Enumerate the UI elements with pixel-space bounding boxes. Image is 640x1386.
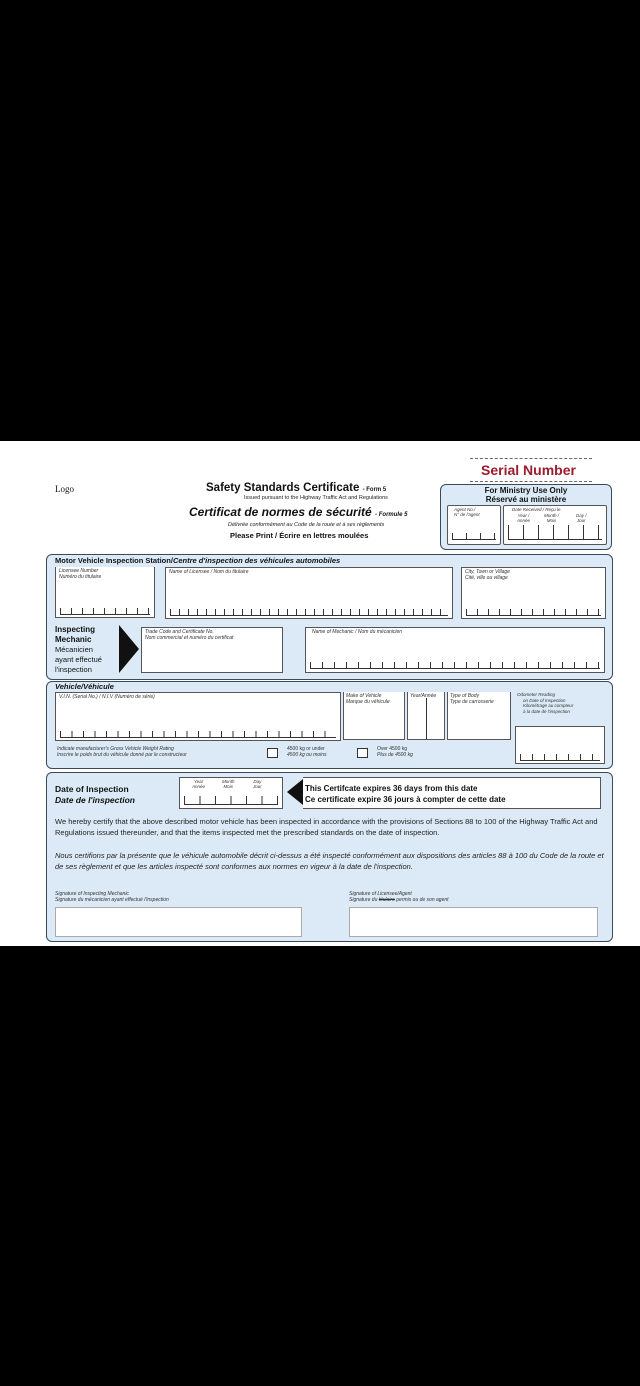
vehicle-title: Vehicle/Véhicule (55, 682, 114, 691)
agent-no-label-fr: N° de l'agent (454, 512, 480, 517)
odometer-label-1: Odometer Reading (517, 692, 556, 697)
station-title-en: Motor Vehicle Inspection Station/ (55, 556, 173, 565)
licensee-number-label-fr: Numéro du titulaire (59, 574, 102, 580)
certify-statement-en: We hereby certify that the above described motor vehicle has been inspected in accordance with the provisions of Sections 88 to 100 of the Highway Traffic Act and Regulations issued thereunder, and that the items inspected met the prescribed standards on the date of inspection. (55, 817, 598, 837)
date-received-label: Date Received / Reçu le (512, 507, 561, 512)
sig-lic-fr-b: titulaire (378, 897, 395, 903)
day-label-fr: Jour (576, 518, 586, 523)
sig-mech-en: Signature of Inspecting Mechanic (55, 891, 129, 897)
over-4500-checkbox[interactable] (357, 748, 368, 758)
issued-fr: Délivrée conformément au Code de la route et à ses règlements (228, 522, 385, 528)
form-en: - Form 5 (362, 487, 387, 493)
under-en: 4500 kg or under (287, 746, 325, 752)
sig-lic-en: Signature of Licensee/Agent (349, 891, 412, 897)
day-label: Day / (576, 513, 587, 518)
agent-no-field[interactable] (447, 505, 501, 545)
insp-year-label: Year (193, 779, 204, 784)
body-label: Type of Body (450, 693, 480, 699)
certificate-document (0, 441, 640, 946)
over-4500-label (377, 746, 413, 758)
under-4500-checkbox[interactable] (267, 748, 278, 758)
trade-code-field[interactable] (141, 627, 283, 673)
ministry-title-en: For Ministry Use Only (484, 486, 568, 495)
mechanic-en-1: Inspecting (55, 625, 96, 634)
odometer-label-2: on Date of Inspection (523, 697, 566, 703)
ministry-title-fr: Réservé au ministère (485, 495, 567, 504)
mechanic-en-2: Mechanic (55, 635, 92, 644)
certify-statement-fr: Nous certifions par la présente que le véhicule automobile décrit ci-dessus a été inspecté conformément aux dispositions des articles 88 à 100 du Code de la route et de ses règlement et que les articles inspecté sont conformes aux normes en vigeur à la date de l'inspection. (55, 851, 604, 871)
body-type-field[interactable] (447, 692, 511, 740)
expires-en: This Certifcate expires 36 days from this date (305, 784, 478, 793)
sig-mech-label (55, 891, 169, 903)
year-label: Year/Année (410, 693, 437, 699)
expires-fr: Ce certificate expire 36 jours à compter de cette date (305, 795, 506, 804)
gross-weight-label (57, 746, 187, 758)
year-field[interactable] (407, 692, 445, 740)
logo: Logo (55, 484, 74, 494)
month-label-fr: Mois (546, 518, 557, 523)
year-label-fr: Année (517, 518, 531, 523)
mechanic-fr-3: l'inspection (55, 665, 92, 674)
inspection-date-fr: Date de l'inspection (55, 795, 135, 805)
trade-code-label-fr: Nom commercial et numéro du certificat (145, 635, 234, 641)
inspection-date-en: Date of Inspection (55, 784, 129, 794)
licensee-number-label: Licensee Number (59, 568, 99, 574)
insp-month-label-fr: Mois (223, 784, 234, 789)
date-received-field[interactable] (503, 505, 607, 545)
body-label-fr: Type de carrosserie (450, 699, 494, 705)
title-en: Safety Standards Certificate (206, 482, 360, 494)
certification-section (46, 772, 613, 942)
expires-box (303, 777, 601, 809)
licensee-signature-field[interactable] (349, 907, 598, 937)
mechanic-name-label: Name of Mechanic / Nom du mécanicien (312, 629, 403, 635)
gross-weight-fr: Inscrire le poids brut du véhicule donné par le constructeur (57, 752, 187, 758)
insp-year-label-fr: Année (192, 784, 206, 789)
header (206, 482, 436, 494)
form-fr: - Formule 5 (375, 512, 408, 518)
expires-arrow-icon (287, 779, 303, 805)
licensee-number-field[interactable] (55, 567, 155, 618)
odometer-label (517, 692, 597, 714)
under-4500-label (287, 746, 326, 758)
insp-month-label: Month (222, 779, 235, 784)
inspection-date-label (55, 784, 135, 806)
make-label: Make of Vehicle (346, 693, 382, 699)
sig-licensee-label (349, 891, 449, 903)
print-instruction: Please Print / Écrire en lettres moulées (230, 531, 369, 540)
over-en: Over 4500 kg (377, 746, 408, 752)
sig-mech-fr: Signature du mécanicien ayant effectué l'inspection (55, 897, 169, 903)
vin-field[interactable] (55, 692, 341, 741)
mechanic-fr-1: Mécanicien (55, 645, 93, 654)
year-label: Year / (517, 513, 530, 518)
inspection-date-field[interactable] (179, 777, 283, 809)
mechanic-name-field[interactable] (305, 627, 605, 673)
sig-lic-fr-c: permis ou de son agent (396, 897, 449, 903)
licensee-name-field[interactable] (165, 567, 453, 619)
sig-lic-fr-a: Signature du (349, 897, 378, 903)
agent-no-label: Agent No./ (454, 507, 476, 512)
month-label: Month / (544, 513, 560, 518)
trade-code-label: Trade Code and Certificate No. (145, 629, 214, 635)
issued-en: Issued pursuant to the Highway Traffic Act and Regulations (244, 495, 388, 501)
station-title (55, 556, 340, 565)
inspection-station-section (46, 554, 613, 680)
title-fr: Certificat de normes de sécurité (189, 505, 372, 519)
ministry-box (440, 484, 612, 550)
odometer-label-fr: Kilométrage au compteur (523, 703, 574, 708)
odometer-field[interactable] (515, 726, 605, 764)
odometer-label-fr-2: à la date de l'inspection (523, 708, 570, 714)
mechanic-fr-2: ayant effectué (55, 655, 102, 664)
vehicle-section (46, 681, 613, 769)
city-label: City, Town or Village (465, 569, 510, 575)
city-field[interactable] (461, 567, 606, 619)
mechanic-signature-field[interactable] (55, 907, 302, 937)
serial-number: Serial Number (481, 462, 576, 478)
title-fr-wrap (189, 505, 407, 519)
make-field[interactable] (343, 692, 405, 740)
pointer-arrow-icon (119, 625, 139, 673)
mechanic-label (55, 625, 102, 675)
station-title-fr: Centre d'inspection des véhicules automobiles (172, 556, 341, 565)
city-label-fr: Cité, ville ou village (465, 575, 508, 581)
insp-day-label-fr: Jour (253, 784, 262, 789)
gross-weight-en: Indicate manufacturer's Gross Vehicle Weight Rating (57, 746, 174, 752)
make-label-fr: Marque du véhicule (346, 699, 390, 705)
over-fr: Plus de 4500 kg (377, 752, 413, 758)
licensee-name-label: Name of Licensee / Nom du titulaire (169, 569, 249, 575)
insp-day-label: Day (253, 779, 262, 784)
vin-label: V.I.N. (Serial No.) / N.I.V (Numéro de série) (59, 694, 155, 700)
under-fr: 4500 kg ou moins (287, 752, 327, 758)
